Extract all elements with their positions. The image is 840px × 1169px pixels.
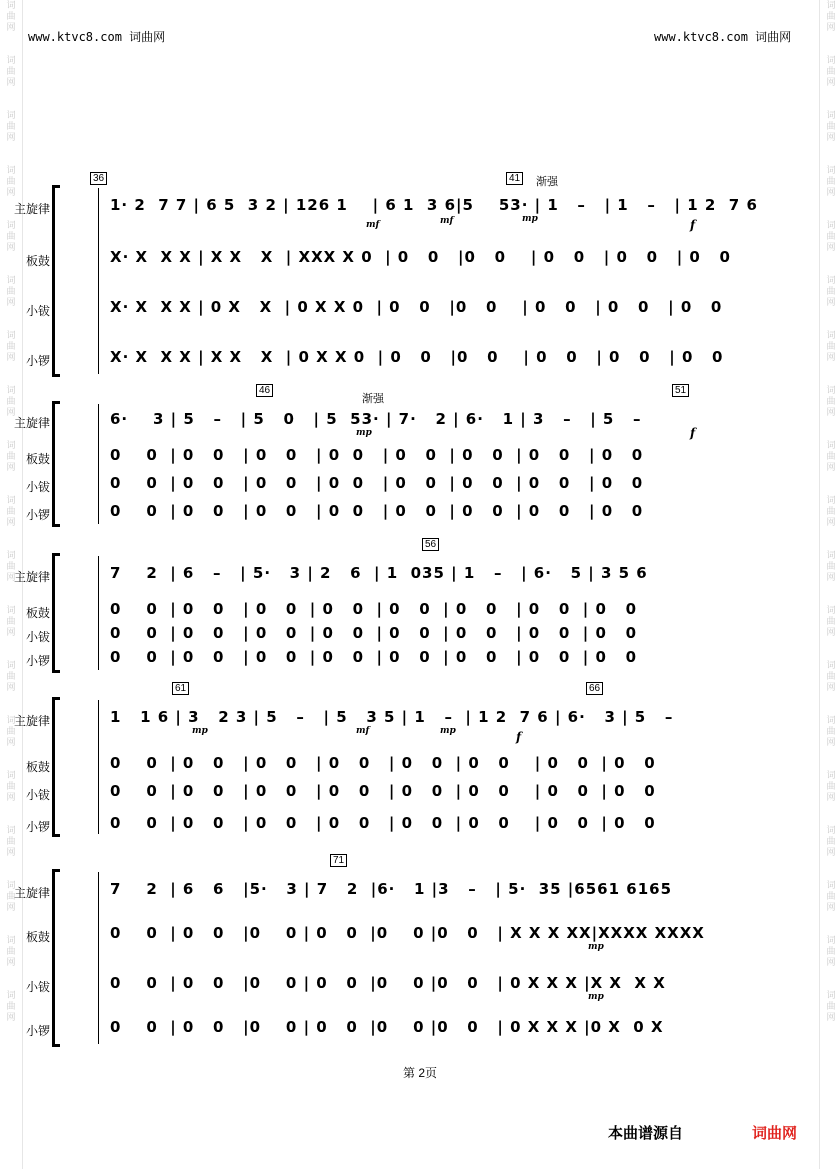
system-bracket [52, 404, 55, 524]
instrument-label-bangu: 板鼓 [25, 606, 50, 620]
instrument-label-gong: 小锣 [25, 354, 50, 368]
source-site-link[interactable]: 词曲网 [752, 1125, 798, 1142]
header-url-right[interactable]: www.ktvc8.com 词曲网 [654, 30, 792, 44]
cymbal-row: 0 0 | 0 0 | 0 0 | 0 0 | 0 0 | 0 0 | 0 0 | 0 0 [110, 782, 656, 800]
dynamic-mark: f [690, 218, 696, 232]
measure-number: 66 [586, 682, 603, 695]
cymbal-row: 0 0 | 0 0 | 0 0 | 0 0 | 0 0 | 0 0 | 0 0 | 0 0 [110, 474, 644, 492]
dynamic-mark: mp [356, 428, 372, 438]
page-border [22, 0, 820, 1169]
measure-number: 56 [422, 538, 439, 551]
bangu-row: 0 0 | 0 0 |0 0 | 0 0 |0 0 |0 0 | X X X XX|XXXX XXXX [110, 924, 705, 942]
measure-number: 71 [330, 854, 347, 867]
dynamic-mark: f [516, 730, 522, 744]
crescendo-text: 渐强 [362, 393, 384, 405]
dynamic-mark: mf [440, 216, 454, 226]
system-bracket [52, 188, 55, 374]
bangu-row: 0 0 | 0 0 | 0 0 | 0 0 | 0 0 | 0 0 | 0 0 | 0 0 [110, 446, 644, 464]
bangu-row: 0 0 | 0 0 | 0 0 | 0 0 | 0 0 | 0 0 | 0 0 | 0 0 [110, 600, 638, 618]
system-bracket [52, 872, 55, 1044]
measure-number: 41 [506, 172, 523, 185]
gong-row: 0 0 | 0 0 | 0 0 | 0 0 | 0 0 | 0 0 | 0 0 | 0 0 [110, 814, 656, 832]
instrument-label-melody: 主旋律 [13, 202, 50, 216]
dynamic-mark: mp [588, 942, 604, 952]
instrument-label-bangu: 板鼓 [25, 452, 50, 466]
gong-row: 0 0 | 0 0 | 0 0 | 0 0 | 0 0 | 0 0 | 0 0 | 0 0 [110, 502, 644, 520]
measure-number: 61 [172, 682, 189, 695]
cymbal-row: 0 0 | 0 0 |0 0 | 0 0 |0 0 |0 0 | 0 X X X |X X X X [110, 974, 666, 992]
measure-number: 36 [90, 172, 107, 185]
instrument-label-gong: 小锣 [25, 508, 50, 522]
system-bracket [52, 556, 55, 670]
instrument-label-cymbal: 小钹 [25, 788, 50, 802]
dynamic-mark: mp [588, 992, 604, 1002]
instrument-label-cymbal: 小钹 [25, 630, 50, 644]
page-number: 第 2页 [402, 1066, 437, 1080]
dynamic-mark: mp [440, 726, 456, 736]
instrument-label-melody: 主旋律 [13, 886, 50, 900]
bangu-row: 0 0 | 0 0 | 0 0 | 0 0 | 0 0 | 0 0 | 0 0 | 0 0 [110, 754, 656, 772]
side-watermark-right: 词 曲 网 词 曲 网 词 曲 网 词 曲 网 词 曲 网 词 曲 网 词 曲 网 词 曲 网 词 曲 网 词 曲 网 词 曲 网 词 曲 网 词 曲 网 词 曲 网 词 曲 网 词 曲 网 词 曲 网 词 曲 网 词 曲 网 [826, 0, 836, 1022]
dynamic-mark: f [690, 426, 696, 440]
melody-row: 7 2 | 6 6 |5· 3 | 7 2 |6· 1 |3 – | 5· 35 |6561 6165 [110, 880, 673, 898]
cymbal-row: 0 0 | 0 0 | 0 0 | 0 0 | 0 0 | 0 0 | 0 0 | 0 0 [110, 624, 638, 642]
instrument-label-melody: 主旋律 [13, 416, 50, 430]
system-bracket [52, 700, 55, 834]
instrument-label-gong: 小锣 [25, 654, 50, 668]
instrument-label-bangu: 板鼓 [25, 760, 50, 774]
measure-number: 46 [256, 384, 273, 397]
melody-row: 1 1 6 | 3 2 3 | 5 – | 5 3 5 | 1 – | 1 2 7 6 | 6· 3 | 5 – [110, 708, 674, 726]
instrument-label-bangu: 板鼓 [25, 930, 50, 944]
instrument-label-cymbal: 小钹 [25, 980, 50, 994]
dynamic-mark: mp [192, 726, 208, 736]
side-watermark-left: 词 曲 网 词 曲 网 词 曲 网 词 曲 网 词 曲 网 词 曲 网 词 曲 网 词 曲 网 词 曲 网 词 曲 网 词 曲 网 词 曲 网 词 曲 网 词 曲 网 词 曲 网 词 曲 网 词 曲 网 词 曲 网 词 曲 网 [6, 0, 16, 1022]
cymbal-row: X· X X X | 0 X X | 0 X X 0 | 0 0 |0 0 | 0 0 | 0 0 | 0 0 [110, 298, 723, 316]
dynamic-mark: mp [522, 214, 538, 224]
bangu-row: X· X X X | X X X | XXX X 0 | 0 0 |0 0 | 0 0 | 0 0 | 0 0 [110, 248, 731, 266]
instrument-label-cymbal: 小钹 [25, 304, 50, 318]
gong-row: 0 0 | 0 0 | 0 0 | 0 0 | 0 0 | 0 0 | 0 0 | 0 0 [110, 648, 638, 666]
instrument-label-melody: 主旋律 [13, 714, 50, 728]
instrument-label-cymbal: 小钹 [25, 480, 50, 494]
measure-number: 51 [672, 384, 689, 397]
instrument-label-melody: 主旋律 [13, 570, 50, 584]
melody-row: 6· 3 | 5 – | 5 0 | 5 53· | 7· 2 | 6· 1 | 3 – | 5 – [110, 410, 642, 428]
dynamic-mark: mf [366, 220, 380, 230]
melody-row: 7 2 | 6 – | 5· 3 | 2 6 | 1 035 | 1 – | 6· 5 | 3 5 6 [110, 564, 648, 582]
instrument-label-gong: 小锣 [25, 820, 50, 834]
instrument-label-bangu: 板鼓 [25, 254, 50, 268]
source-label: 本曲谱源自 [608, 1125, 684, 1142]
instrument-label-gong: 小锣 [25, 1024, 50, 1038]
melody-row: 1· 2 7 7 | 6 5 3 2 | 126 1 | 6 1 3 6|5 53· | 1 – | 1 – | 1 2 7 6 [110, 196, 758, 214]
gong-row: 0 0 | 0 0 |0 0 | 0 0 |0 0 |0 0 | 0 X X X |0 X 0 X [110, 1018, 664, 1036]
crescendo-text: 渐强 [536, 176, 558, 188]
gong-row: X· X X X | X X X | 0 X X 0 | 0 0 |0 0 | 0 0 | 0 0 | 0 0 [110, 348, 724, 366]
header-url-left[interactable]: www.ktvc8.com 词曲网 [28, 30, 166, 44]
dynamic-mark: mf [356, 726, 370, 736]
